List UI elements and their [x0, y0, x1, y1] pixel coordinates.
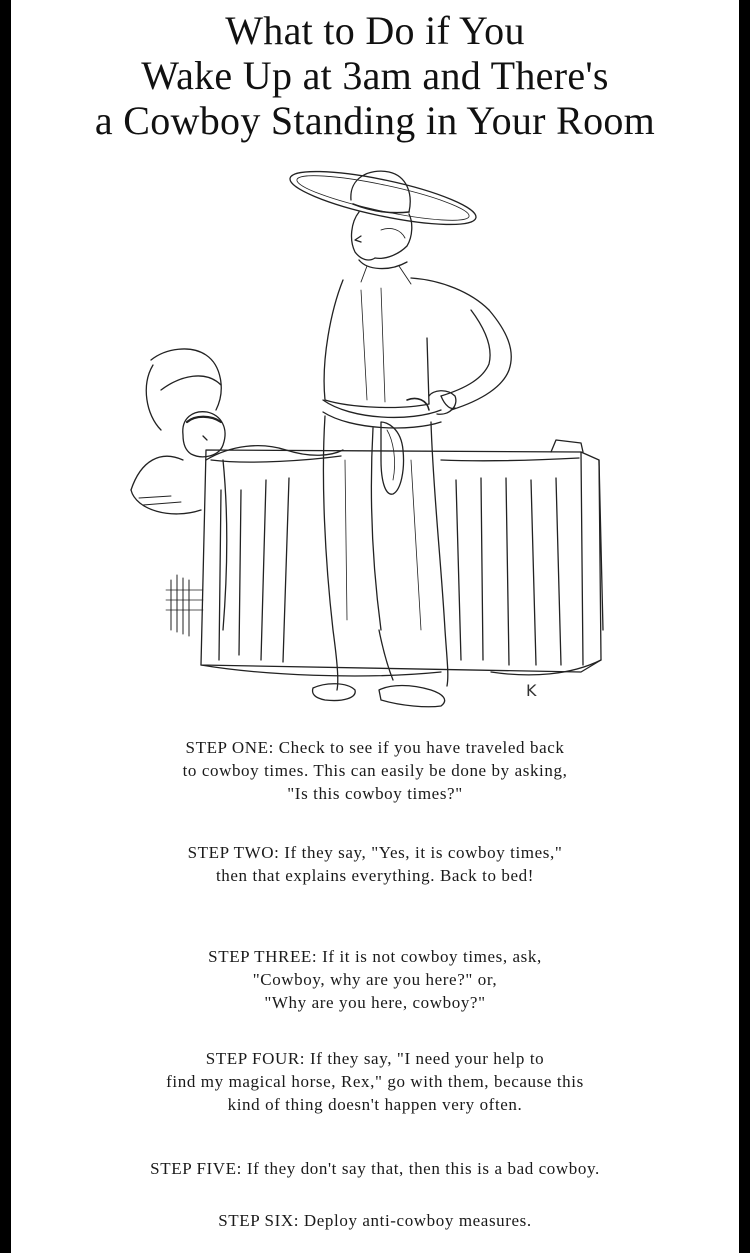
step-six [11, 1209, 739, 1232]
step-line: find my magical horse, Rex," go with them, because this [166, 1072, 584, 1091]
step-five [11, 1157, 739, 1180]
step-line: kind of thing doesn't happen very often. [227, 1095, 523, 1114]
step-line: "Why are you here, cowboy?" [264, 993, 486, 1012]
step-two [11, 841, 739, 887]
step-one [11, 736, 739, 805]
sleeper-drawing [131, 349, 343, 630]
title-line: Wake Up at 3am and There's [141, 53, 609, 98]
artist-signature: K [526, 681, 537, 700]
cowboy-bed-illustration [111, 160, 631, 720]
step-line: to cowboy times. This can easily be done by asking, [182, 761, 568, 780]
step-line: "Cowboy, why are you here?" or, [252, 970, 498, 989]
step-four [11, 1047, 739, 1116]
step-line: STEP FOUR: If they say, "I need your help to [205, 1049, 545, 1068]
step-three [11, 945, 739, 1014]
page-title [11, 8, 739, 143]
document-page [11, 0, 739, 1253]
step-line: then that explains everything. Back to bed! [215, 866, 535, 885]
bed-drawing [166, 440, 603, 676]
title-line: a Cowboy Standing in Your Room [94, 98, 656, 143]
step-line: STEP TWO: If they say, "Yes, it is cowboy times," [187, 843, 563, 862]
step-line: "Is this cowboy times?" [287, 784, 463, 803]
step-line: STEP THREE: If it is not cowboy times, ask, [208, 947, 542, 966]
step-line: STEP SIX: Deploy anti-cowboy measures. [218, 1211, 532, 1230]
step-line: STEP FIVE: If they don't say that, then this is a bad cowboy. [150, 1159, 600, 1178]
title-line: What to Do if You [225, 8, 525, 53]
step-line: STEP ONE: Check to see if you have traveled back [185, 738, 565, 757]
cowboy-drawing [286, 161, 511, 707]
